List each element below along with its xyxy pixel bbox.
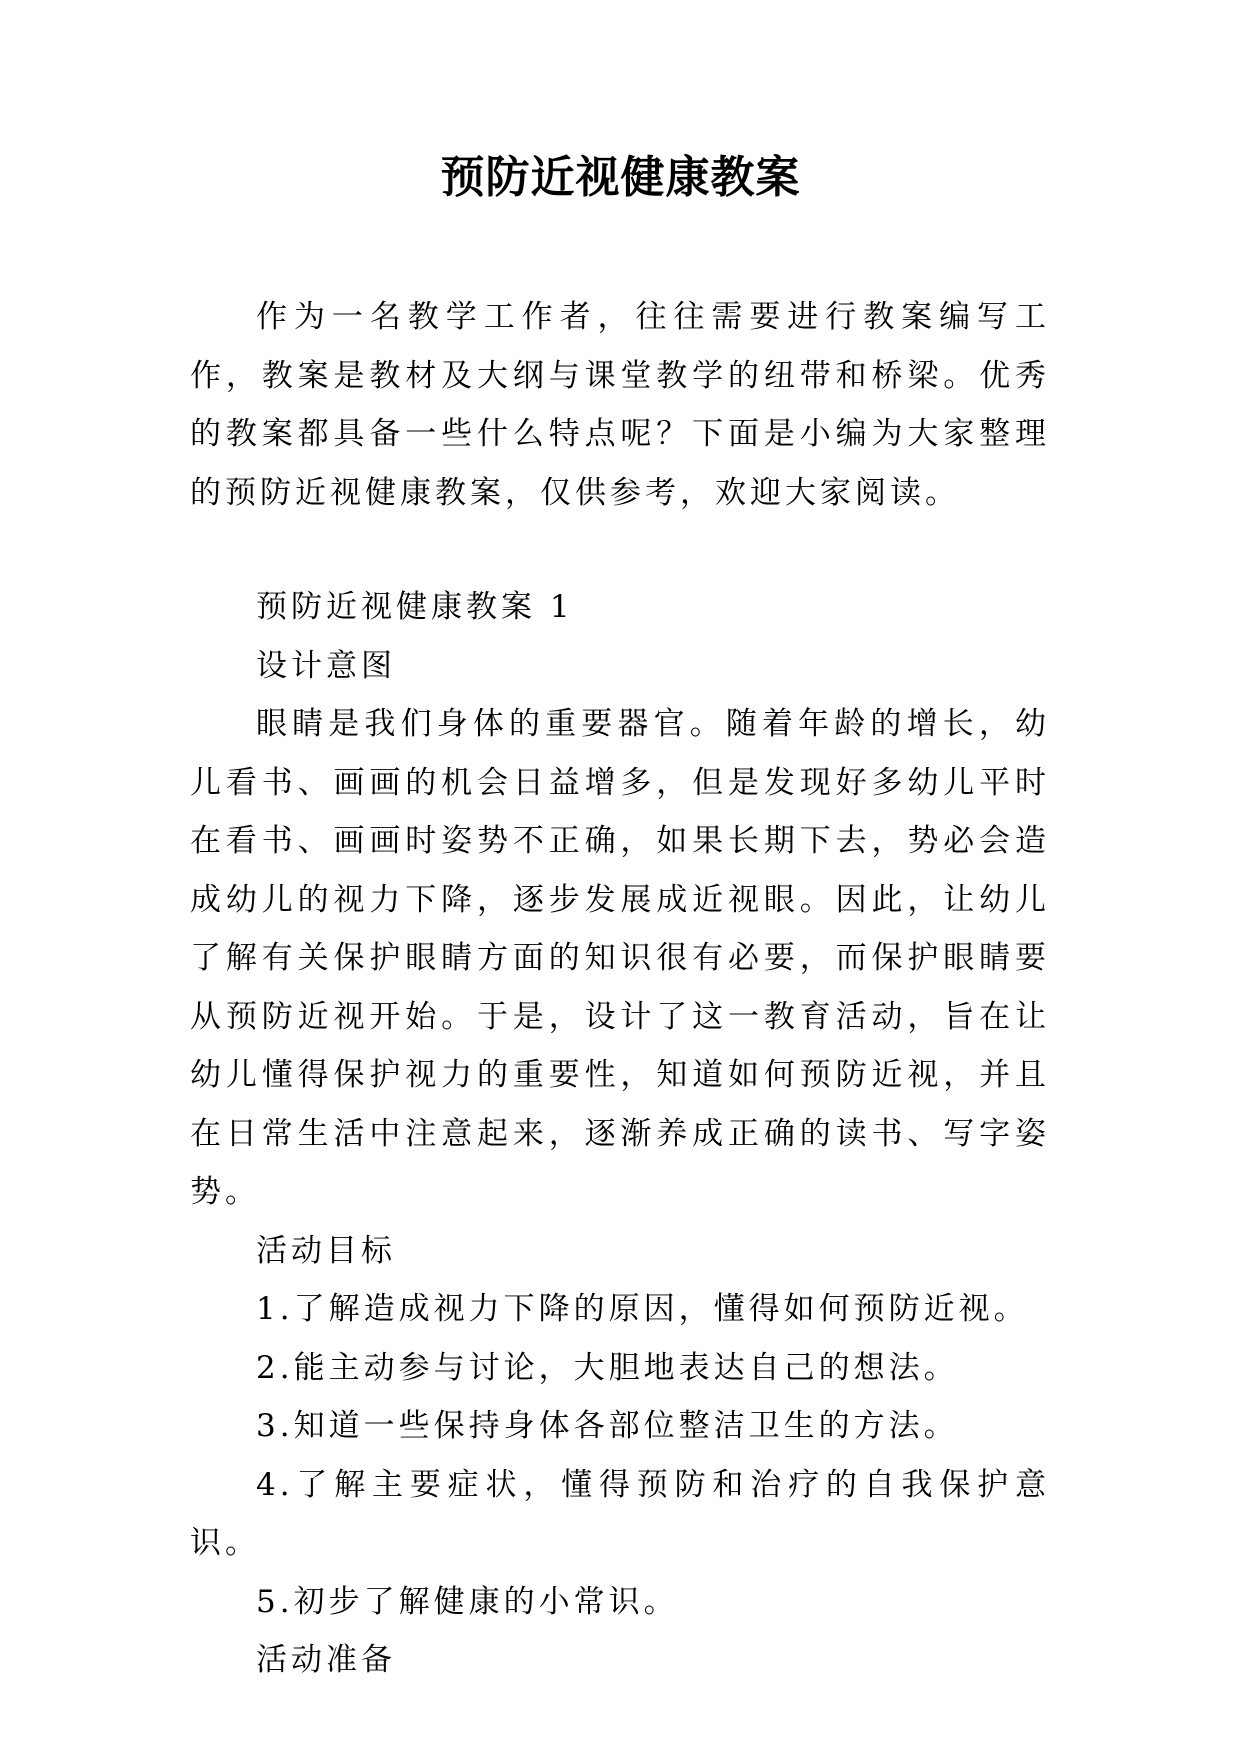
prep-heading: 活动准备 xyxy=(256,1642,396,1678)
design-paragraph: 眼睛是我们身体的重要器官。随着年龄的增长，幼儿看书、画画的机会日益增多，但是发现好多幼儿平时在看书、画画时姿势不正确，如果长期下去，势必会造成幼儿的视力下降，逐步发展成近视眼。因此，让幼儿了解有关保护眼睛方面的知识很有必要，而保护眼睛要从预防近视开始。于是，设计了这一教育活动，旨在让幼儿懂得保护视力的重要性，知道如何预防近视，并且在日常生活中注意起来，逐渐养成正确的读书、写字姿势。 xyxy=(190,706,1050,1210)
goals-heading: 活动目标 xyxy=(256,1232,396,1269)
goal-item-2: 2.能主动参与讨论，大胆地表达自己的想法。 xyxy=(256,1349,959,1386)
goal-item-1: 1.了解造成视力下降的原因，懂得如何预防近视。 xyxy=(256,1291,1029,1327)
section-heading: 预防近视健康教案 1 xyxy=(256,589,574,625)
design-heading: 设计意图 xyxy=(256,647,396,684)
goal-item-3: 3.知道一些保持身体各部位整洁卫生的方法。 xyxy=(256,1408,959,1444)
intro-paragraph: 作为一名教学工作者，往往需要进行教案编写工作，教案是教材及大纲与课堂教学的纽带和桥梁。优秀的教案都具备一些什么特点呢？下面是小编为大家整理的预防近视健康教案，仅供参考，欢迎大家阅读。 xyxy=(190,299,1050,511)
lesson-plan-section xyxy=(190,578,1050,1690)
goal-item-4: 4.了解主要症状，懂得预防和治疗的自我保护意识。 xyxy=(190,1466,1050,1561)
goal-item-5: 5.初步了解健康的小常识。 xyxy=(256,1583,679,1620)
document-title: 预防近视健康教案 xyxy=(440,152,801,203)
